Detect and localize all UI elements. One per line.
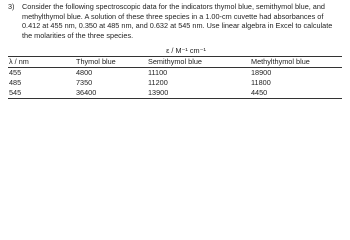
table-column-header-row [8, 57, 342, 68]
value-cell: 4800 [76, 68, 93, 77]
table-row [8, 68, 342, 79]
column-header-semithymol-blue: Semithymol blue [147, 57, 250, 68]
table-row [8, 88, 342, 99]
wavelength-header: λ / nm [8, 57, 75, 68]
table-epsilon-header-row [8, 46, 342, 57]
value-cell: 7350 [76, 78, 93, 87]
absorptivity-table [8, 46, 342, 99]
value-cell: 11100 [148, 68, 168, 77]
column-header-methylthymol-blue: Methylthymol blue [250, 57, 342, 68]
value-cell: 11200 [148, 78, 168, 87]
wavelength-cell: 545 [8, 88, 75, 99]
value-cell: 36400 [75, 88, 147, 99]
question-text: Consider the following spectroscopic data for the indicators thymol blue, semithymol blue, and methylthymol blue. A solution of these three species in a 1.00-cm cuvette had absorbances of 0.412 at 455 nm, 0.350 at 485 nm, and 0.632 at 545 nm. Use linear algebra in Excel to calculate the molarities of the three species. [22, 2, 333, 40]
value-cell: 13900 [147, 88, 250, 99]
question-number: 3) [8, 2, 15, 11]
wavelength-cell: 455 [9, 68, 22, 77]
table-row [8, 78, 342, 88]
wavelength-cell: 485 [9, 78, 22, 87]
value-cell: 4450 [250, 88, 342, 99]
epsilon-units-header: ε / M⁻¹ cm⁻¹ [75, 46, 342, 57]
column-header-thymol-blue: Thymol blue [75, 57, 147, 68]
value-cell: 11800 [251, 78, 271, 87]
value-cell: 18900 [251, 68, 272, 77]
